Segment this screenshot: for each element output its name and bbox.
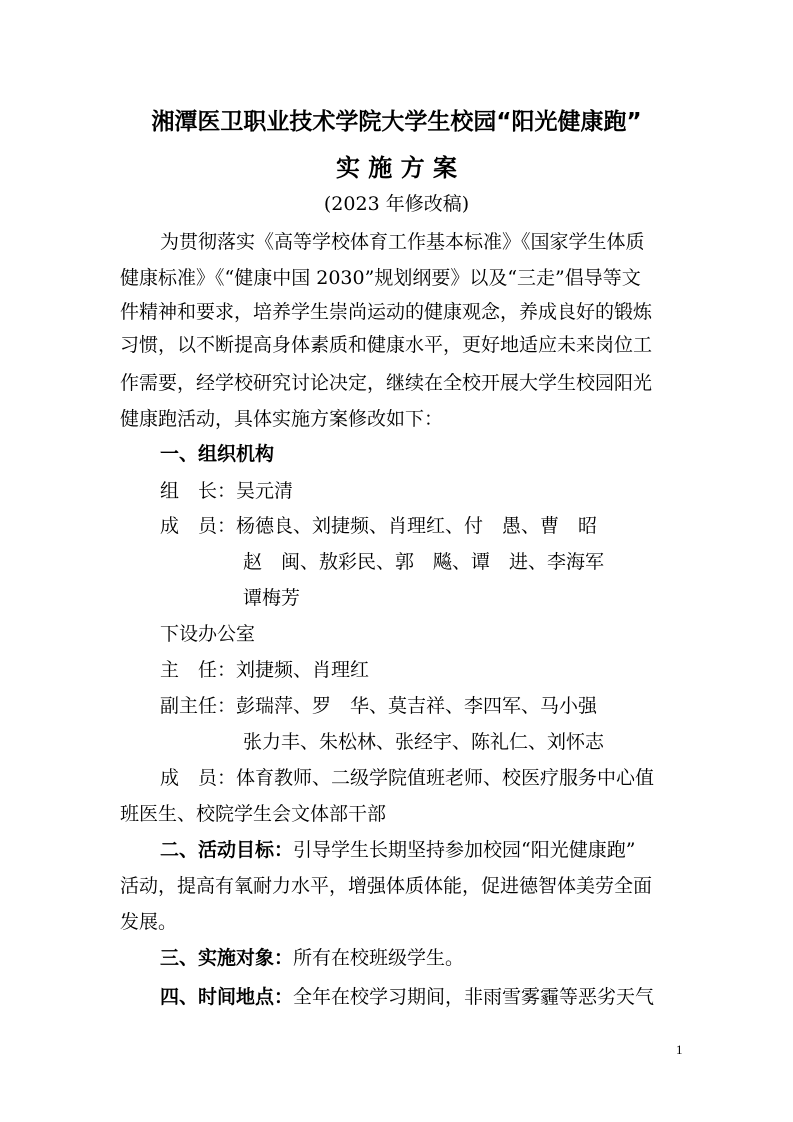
org-members: 成 员：杨德良、刘捷频、肖理红、付 愚、曹 昭	[160, 515, 598, 537]
section4-text: 全年在校学习期间，非雨雪雾霾等恶劣天气	[293, 986, 655, 1008]
office-deputy-continued: 张力丰、朱松林、张经宇、陈礼仁、刘怀志	[243, 731, 605, 753]
intro-line: 件精神和要求，培养学生崇尚运动的健康观念，养成良好的锻炼	[120, 301, 653, 323]
section2-text: 引导学生长期坚持参加校园“阳光健康跑”	[293, 839, 636, 861]
intro-line: 作需要，经学校研究讨论决定，继续在全校开展大学生校园阳光	[120, 372, 653, 394]
intro-line: 健康标准》《“健康中国 2030”规划纲要》以及“三走”倡导等文	[120, 267, 641, 289]
section3-paragraph	[160, 944, 464, 972]
section-heading: 一、组织机构	[160, 443, 275, 465]
org-members-continued: 赵 闽、敖彩民、郭 飚、谭 进、李海军	[243, 551, 605, 573]
section-heading: 二、活动目标：	[160, 839, 294, 861]
office-director: 主 任：刘捷频、肖理红	[160, 659, 370, 681]
office-deputy: 副主任：彭瑞萍、罗 华、莫吉祥、李四军、马小强	[160, 695, 598, 717]
intro-line: 为贯彻落实《高等学校体育工作基本标准》《国家学生体质	[160, 231, 645, 253]
section2-text-continued: 发展。	[120, 911, 178, 933]
section-heading: 三、实施对象：	[160, 947, 294, 969]
section3-text: 所有在校班级学生。	[293, 947, 465, 969]
office-staff-continued: 班医生、校院学生会文体部干部	[120, 803, 387, 825]
intro-line: 习惯，以不断提高身体素质和健康水平，更好地适应未来岗位工	[120, 334, 653, 356]
section2-text-continued: 活动，提高有氧耐力水平，增强体质体能，促进德智体美劳全面	[120, 875, 653, 897]
page-number: 1	[676, 1042, 683, 1057]
office-label: 下设办公室	[160, 623, 256, 645]
document-title: 湘潭医卫职业技术学院大学生校园“阳光健康跑”	[151, 109, 642, 135]
section4-paragraph	[160, 983, 654, 1011]
document-subtitle: (2023 年修改稿)	[323, 193, 470, 215]
office-staff: 成 员：体育教师、二级学院值班老师、校医疗服务中心值	[160, 767, 655, 789]
section2-paragraph	[160, 836, 635, 864]
document-title-line2: 实 施 方 案	[335, 154, 458, 182]
org-leader: 组 长：吴元清	[160, 480, 294, 502]
intro-line: 健康跑活动，具体实施方案修改如下：	[120, 408, 444, 430]
org-members-continued: 谭梅芳	[243, 587, 301, 609]
section-heading: 四、时间地点：	[160, 986, 294, 1008]
